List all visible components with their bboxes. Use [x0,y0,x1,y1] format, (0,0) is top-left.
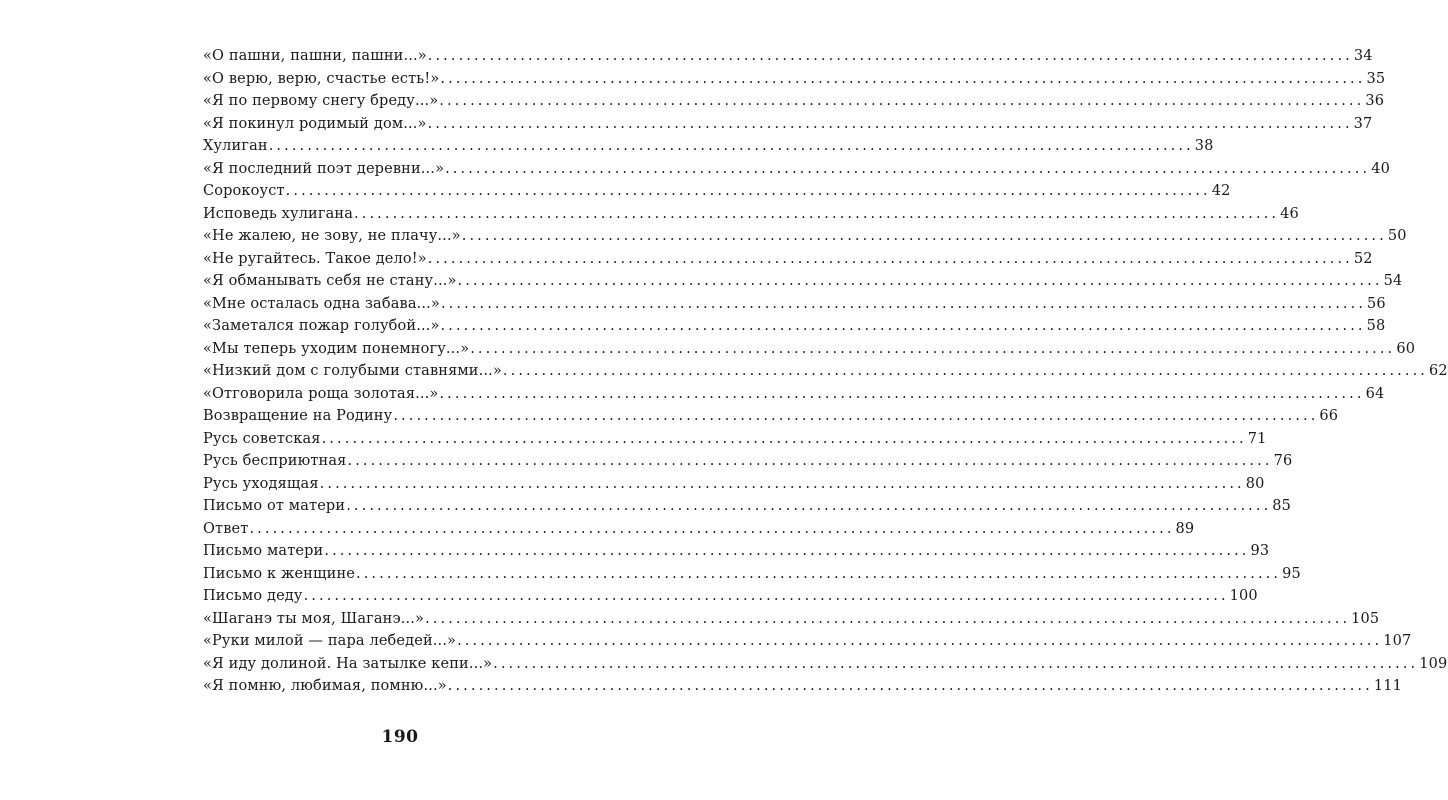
toc-entry [203,158,1390,181]
toc-entry-page: 109 [1419,655,1448,672]
toc-entry [203,338,1416,361]
toc-entry-title: Хулиган [203,138,268,154]
dot-leader: ........................................................................................................................ [321,430,1247,447]
toc-entry-title: «О верю, верю, счастье есть!» [203,70,440,87]
toc-entry-page: 85 [1272,498,1292,514]
dot-leader: ........................................................................................................................ [347,453,1273,469]
toc-entry-page: 105 [1351,610,1380,627]
toc-entry-page: 60 [1396,340,1416,357]
toc-entry-page: 50 [1387,228,1407,244]
dot-leader: ........................................................................................................................ [319,475,1245,492]
toc-entry-title: Ответ [203,520,249,537]
toc-entry-title: «Шаганэ ты моя, Шаганэ...» [203,610,425,627]
toc-entry-page: 64 [1365,385,1385,402]
toc-entry-title: «Заметался пожар голубой...» [203,318,440,334]
toc-entry-title: «Не жалею, не зову, не плачу...» [203,228,461,244]
dot-leader: ........................................................................................................................ [427,115,1353,132]
dot-leader: ........................................................................................................................ [447,678,1373,694]
toc-entry-title: «Я покинул родимый дом...» [203,115,427,132]
dot-leader: ........................................................................................................................ [440,70,1366,87]
toc-entry-page: 71 [1247,430,1267,447]
toc-entry-title: «Мне осталась одна забава...» [203,295,440,312]
toc-entry-title: «Отговорила роща золотая...» [203,385,439,402]
toc-entry-title: Русь уходящая [203,475,319,492]
dot-leader: ........................................................................................................................ [303,588,1229,604]
dot-leader: ........................................................................................................................ [445,160,1371,177]
dot-leader: ........................................................................................................................ [439,385,1365,402]
dot-leader: ........................................................................................................................ [427,48,1353,64]
dot-leader: ........................................................................................................................ [356,565,1282,582]
toc-entry [203,225,1407,248]
toc-entry-page: 111 [1373,678,1402,694]
toc-entry-title: Письмо матери [203,543,324,559]
toc-entry [203,585,1258,608]
dot-leader: ........................................................................................................................ [502,363,1429,379]
toc-entry-page: 80 [1245,475,1265,492]
toc-entry-page: 93 [1250,543,1270,559]
toc-entry-page: 56 [1367,295,1386,312]
toc-entry-title: «Низкий дом с голубыми ставнями...» [203,363,502,379]
toc-entry-title: «Руки милой — пара лебедей...» [203,633,457,649]
toc-entry-page: 34 [1353,48,1373,64]
toc-entry [203,675,1402,698]
toc-entry-page: 37 [1353,115,1373,132]
toc-entry-page: 66 [1319,408,1339,424]
toc-entry-title: «Мы теперь уходим понемногу...» [203,340,470,357]
toc-entry-title: «Я по первому снегу бреду...» [203,93,439,109]
toc-entry [203,135,1214,158]
toc-entry-title: Возвращение на Родину [203,408,393,424]
toc-entry-page: 46 [1280,205,1299,222]
toc-entry-title: «О пашни, пашни, пашни...» [203,48,427,64]
toc-entry [203,90,1385,113]
dot-leader: ........................................................................................................................ [285,183,1211,199]
page-number: 190 [381,727,419,747]
toc-entry [203,405,1339,428]
toc-entry-title: «Я помню, любимая, помню...» [203,678,447,694]
toc-entry-title: «Я обманывать себя не стану...» [203,273,457,289]
dot-leader: ........................................................................................................................ [324,543,1250,559]
dot-leader: ........................................................................................................................ [427,250,1353,267]
dot-leader: ........................................................................................................................ [461,228,1387,244]
toc-entry [203,68,1386,91]
dot-leader: ........................................................................................................................ [457,633,1383,649]
toc-entry [203,518,1195,541]
toc-entry-page: 38 [1194,138,1214,154]
toc-entry [203,450,1293,473]
toc-entry [203,360,1448,383]
toc-entry [203,270,1403,293]
dot-leader: ........................................................................................................................ [354,205,1280,222]
toc-entry [203,248,1373,271]
toc-entry-title: Сорокоуст [203,183,285,199]
dot-leader: ........................................................................................................................ [470,340,1396,357]
toc-entry-title: Письмо деду [203,588,303,604]
toc-entry-title: Письмо к женщине [203,565,355,582]
toc-entry-title: Письмо от матери [203,498,346,514]
toc-entry-page: 42 [1211,183,1231,199]
table-of-contents [203,45,1448,698]
toc-entry-title: Русь бесприютная [203,453,347,469]
toc-entry-title: «Не ругайтесь. Такое дело!» [203,250,427,267]
dot-leader: ........................................................................................................................ [440,318,1366,334]
toc-entry-page: 76 [1273,453,1293,469]
toc-entry [203,540,1270,563]
toc-entry-title: «Я последний поэт деревни...» [203,160,445,177]
toc-entry [203,473,1265,496]
toc-entry [203,45,1373,68]
toc-entry-page: 58 [1366,318,1386,334]
toc-entry-page: 89 [1175,520,1195,537]
dot-leader: ........................................................................................................................ [268,138,1194,154]
dot-leader: ........................................................................................................................ [393,408,1319,424]
toc-entry [203,180,1231,203]
toc-entry-page: 100 [1229,588,1258,604]
toc-entry [203,383,1385,406]
dot-leader: ........................................................................................................................ [493,655,1419,672]
toc-entry [203,653,1448,676]
toc-entry-title: Русь советская [203,430,321,447]
toc-entry [203,203,1299,226]
dot-leader: ........................................................................................................................ [439,93,1365,109]
toc-entry [203,563,1301,586]
toc-entry-page: 107 [1383,633,1412,649]
toc-entry-page: 35 [1366,70,1386,87]
dot-leader: ........................................................................................................................ [249,520,1175,537]
toc-entry-page: 36 [1365,93,1385,109]
toc-entry-page: 62 [1429,363,1448,379]
dot-leader: ........................................................................................................................ [425,610,1351,627]
toc-entry-title: Исповедь хулигана [203,205,354,222]
dot-leader: ........................................................................................................................ [346,498,1272,514]
toc-entry [203,630,1412,653]
dot-leader: ........................................................................................................................ [457,273,1383,289]
toc-entry [203,495,1292,518]
toc-entry-page: 40 [1371,160,1390,177]
dot-leader: ........................................................................................................................ [440,295,1367,312]
toc-entry-page: 52 [1353,250,1373,267]
toc-entry [203,428,1267,451]
toc-entry [203,293,1386,316]
toc-entry-page: 54 [1383,273,1403,289]
toc-entry [203,315,1386,338]
toc-entry [203,113,1373,136]
toc-entry-page: 95 [1282,565,1301,582]
toc-entry-title: «Я иду долиной. На затылке кепи...» [203,655,493,672]
toc-entry [203,608,1380,631]
